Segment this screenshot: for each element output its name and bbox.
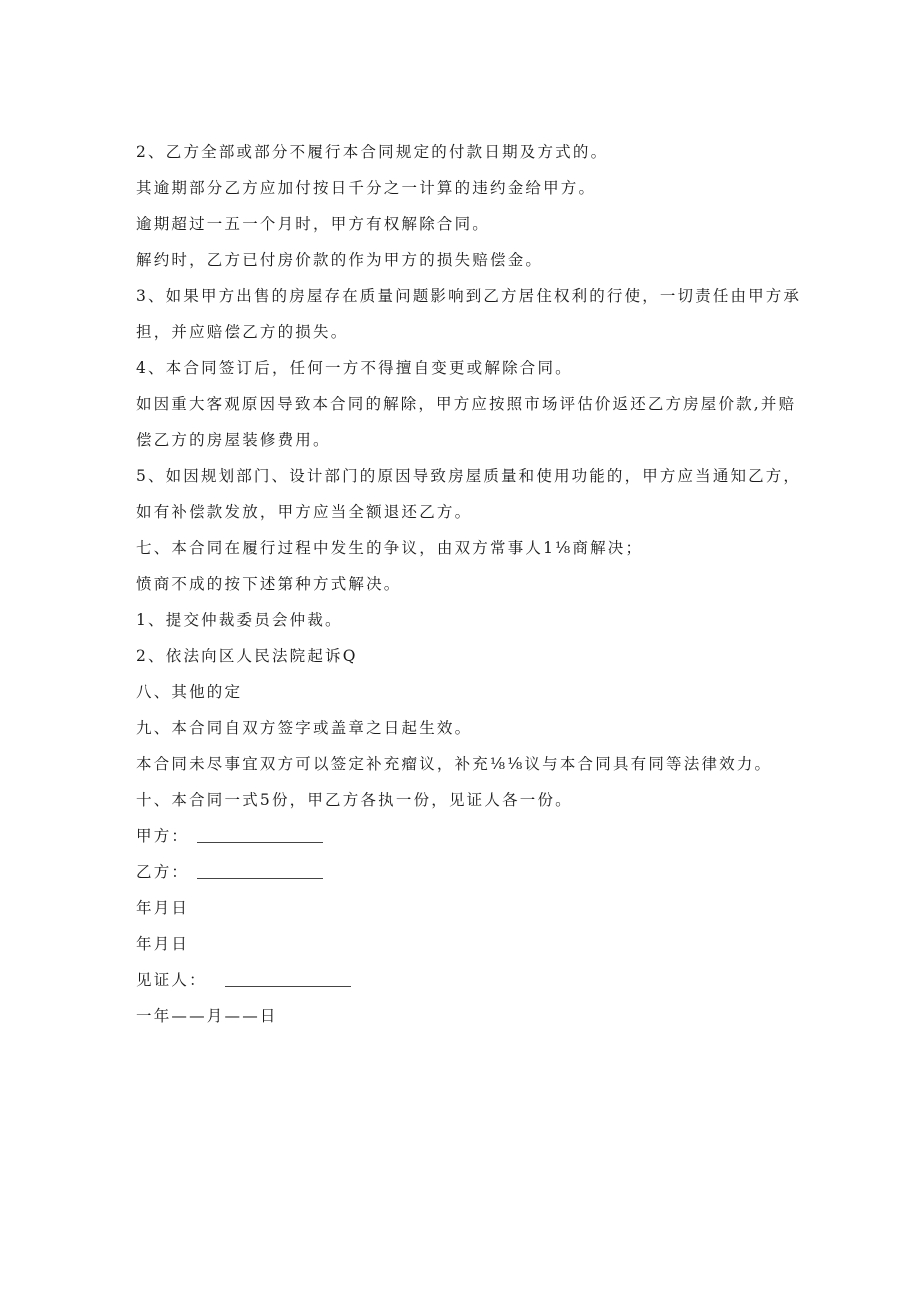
- clause-5-planning-cont: 如有补偿款发放，甲方应当全额退还乙方。: [136, 503, 473, 521]
- clause-4-force-majeure-cont: 偿乙方的房屋装修费用。: [136, 431, 331, 449]
- clause-4-force-majeure: 如因重大客观原因导致本合同的解除，甲方应按照市场评估价返还乙方房屋价款,并赔: [136, 395, 797, 413]
- witness-label: 见证人：: [136, 971, 207, 989]
- party-a-signature-line: [197, 841, 323, 843]
- section-9-supplement: 本合同未尽事宜双方可以签定补充瘤议，补充⅛⅛议与本合同具有同等法律效力。: [136, 755, 773, 773]
- clause-5-planning: 5、如因规划部门、设计部门的原因导致房屋质量和使用功能的，甲方应当通知乙方，: [136, 467, 802, 485]
- section-8-other: 八、其他的定: [136, 683, 243, 701]
- contract-body: [136, 134, 802, 1034]
- party-b-signature: [136, 854, 786, 890]
- witness-date: 一年——月——日: [136, 1007, 278, 1025]
- clause-2-late-fee: 其逾期部分乙方应加付按日千分之一计算的违约金给甲方。: [136, 179, 597, 197]
- section-7-litigation: 2、依法向区人民法院起诉Q: [136, 647, 358, 665]
- party-b-label: 乙方：: [136, 863, 190, 881]
- party-a-label: 甲方：: [136, 827, 190, 845]
- party-a-signature: [136, 818, 786, 854]
- party-a-date: 年月日: [136, 899, 190, 917]
- party-b-date: 年月日: [136, 935, 190, 953]
- clause-2-compensation: 解约时，乙方已付房价款的作为甲方的损失赔偿金。: [136, 251, 544, 269]
- section-7-methods: 愤商不成的按下述第种方式解决。: [136, 575, 402, 593]
- clause-3-quality: 3、如果甲方出售的房屋存在质量问题影响到乙方居住权利的行使，一切责任由甲方承: [136, 287, 802, 305]
- section-9-effective: 九、本合同自双方签字或盖章之日起生效。: [136, 719, 473, 737]
- party-b-signature-line: [197, 877, 323, 879]
- witness-signature: [136, 962, 786, 998]
- section-7-disputes: 七、本合同在履行过程中发生的争议，由双方常事人1⅛商解决；: [136, 539, 644, 557]
- clause-2-payment: 2、乙方全部或部分不履行本合同规定的付款日期及方式的。: [136, 143, 609, 161]
- clause-3-quality-cont: 担，并应赔偿乙方的损失。: [136, 323, 349, 341]
- clause-4-binding: 4、本合同签订后，任何一方不得擅自变更或解除合同。: [136, 359, 573, 377]
- witness-signature-line: [225, 985, 351, 987]
- section-7-arbitration: 1、提交仲裁委员会仲裁。: [136, 611, 343, 629]
- clause-2-termination: 逾期超过一五一个月时，甲方有权解除合同。: [136, 215, 491, 233]
- section-10-copies: 十、本合同一式5份，甲乙方各执一份，见证人各一份。: [136, 791, 573, 809]
